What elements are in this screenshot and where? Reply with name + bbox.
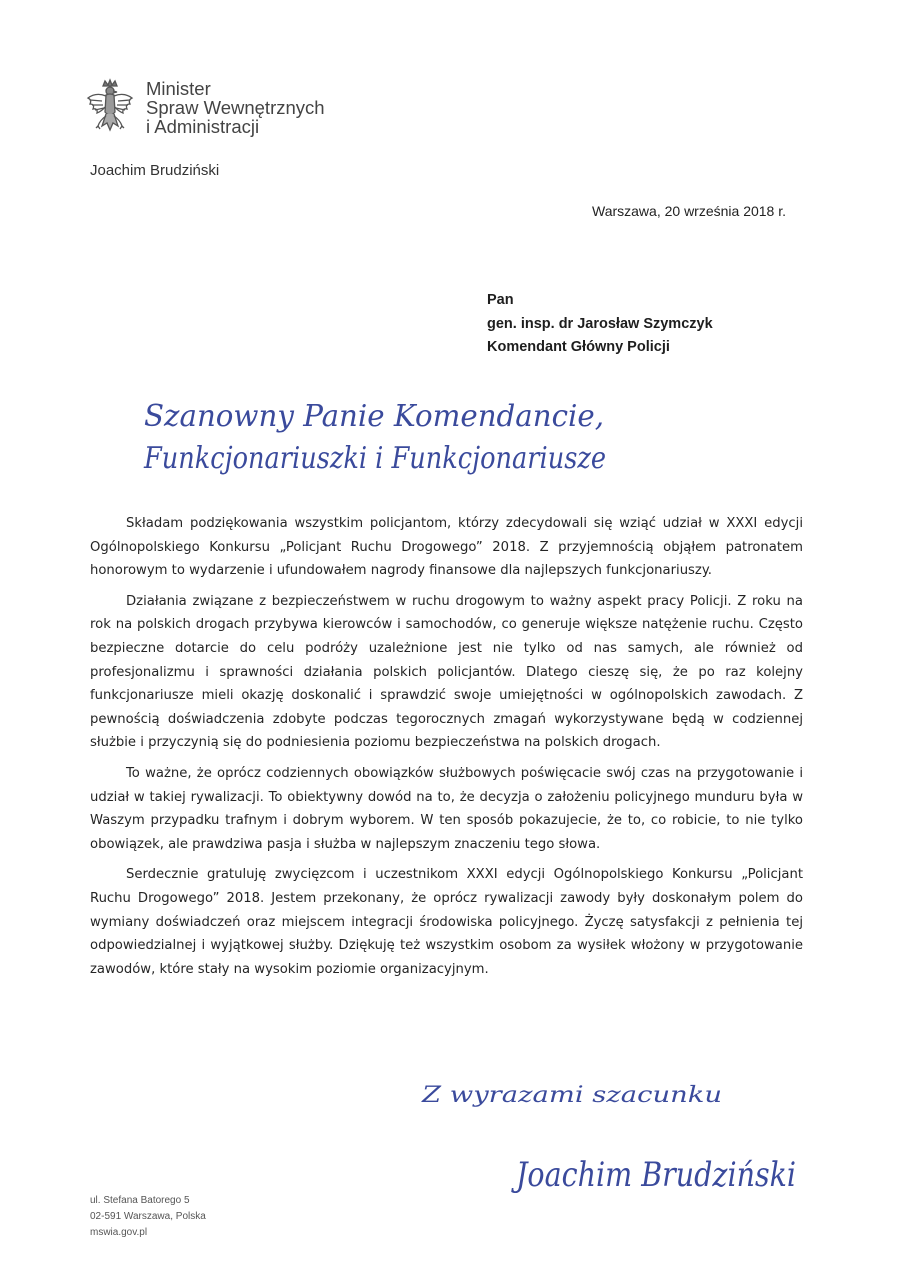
body-paragraph-3: To ważne, że oprócz codziennych obowiązków służbowych poświęcacie swój czas na przygotowanie i udział w takiej rywalizacji. To obiektywny dowód na to, że decyzja o założeniu policyjnego munduru była w Waszym przypadku trafnym i dobrym wyborem. W ten sposób pokazujecie, że to, co robicie, to nie tylko obowiązek, ale prawdziwa pasja i służba w najlepszym znaczeniu tego słowa.	[90, 765, 803, 852]
salutation-line-1: Szanowny Panie Komendancie,	[144, 399, 604, 434]
letter-date: Warszawa, 20 września 2018 r.	[592, 203, 787, 219]
ministry-name	[146, 79, 325, 136]
recipient-block	[487, 289, 713, 360]
body-paragraph-2: Działania związane z bezpieczeństwem w ruchu drogowym to ważny aspekt pracy Policji. Z roku na rok na polskich drogach przybywa kierowców i samochodów, co generuje większe natężenie ruchu. Często bezpieczne dotarcie do celu podróży uzależnione jest nie tylko od nas samych, ale również od profesjonalizmu i sprawności działania polskich policjantów. Dlatego cieszę się, że po raz kolejny funkcjonariusze mieli okazję doskonalić i sprawdzić swoje umiejętności w ogólnopolskich zawodach. Z pewnością doświadczenia zdobyte podczas tegorocznych zmagań wykorzystywane będą w codziennej służbie i przyczynią się do podniesienia poziomu bezpieczeństwa na polskich drogach.	[90, 593, 803, 751]
recipient-title: Komendant Główny Policji	[487, 339, 670, 355]
recipient-salutation: Pan	[487, 292, 514, 308]
letter-body	[90, 512, 803, 988]
polish-eagle-emblem-icon	[84, 80, 136, 142]
body-paragraph-4: Serdecznie gratuluję zwycięzcom i uczestnikom XXXI edycji Ogólnopolskiego Konkursu „Policjant Ruchu Drogowego” 2018. Jestem przekonany, że oprócz rywalizacji zawody były doskonałym polem do wymiany doświadczeń oraz miejscem integracji środowiska policyjnego. Życzę satysfakcji z pełnienia tej odpowiedzialnej i wyjątkowej służby. Dziękuję też wszystkim osobom za wysiłek włożony w przygotowanie zawodów, które stały na wysokim poziomie organizacyjnym.	[90, 867, 803, 977]
handwritten-closing	[418, 1070, 738, 1120]
footer-street: ul. Stefana Batorego 5	[90, 1195, 190, 1206]
body-paragraph-1: Składam podziękowania wszystkim policjantom, którzy zdecydowali się wziąć udział w XXXI edycji Ogólnopolskiego Konkursu „Policjant Ruchu Drogowego” 2018. Z przyjemnością objąłem patronatem honorowym to wydarzenie i ufundowałem nagrody finansowe dla najlepszych funkcjonariuszy.	[90, 516, 803, 579]
footer-website: mswia.gov.pl	[90, 1227, 148, 1238]
footer-city: 02-591 Warszawa, Polska	[90, 1211, 206, 1222]
closing-text: Z wyrazami szacunku	[420, 1083, 722, 1108]
handwritten-salutation	[140, 388, 760, 478]
footer-address	[90, 1193, 206, 1241]
ministry-line-1: Minister	[146, 78, 211, 99]
recipient-name: gen. insp. dr Jarosław Szymczyk	[487, 315, 713, 332]
signature	[510, 1140, 810, 1210]
ministry-line-2: Spraw Wewnętrznych	[146, 97, 325, 118]
minister-name: Joachim Brudziński	[90, 162, 220, 179]
ministry-line-3: i Administracji	[146, 116, 260, 137]
signature-text: Joachim Brudziński	[510, 1155, 796, 1195]
salutation-line-2: Funkcjonariuszki i Funkcjonariusze	[143, 441, 606, 476]
